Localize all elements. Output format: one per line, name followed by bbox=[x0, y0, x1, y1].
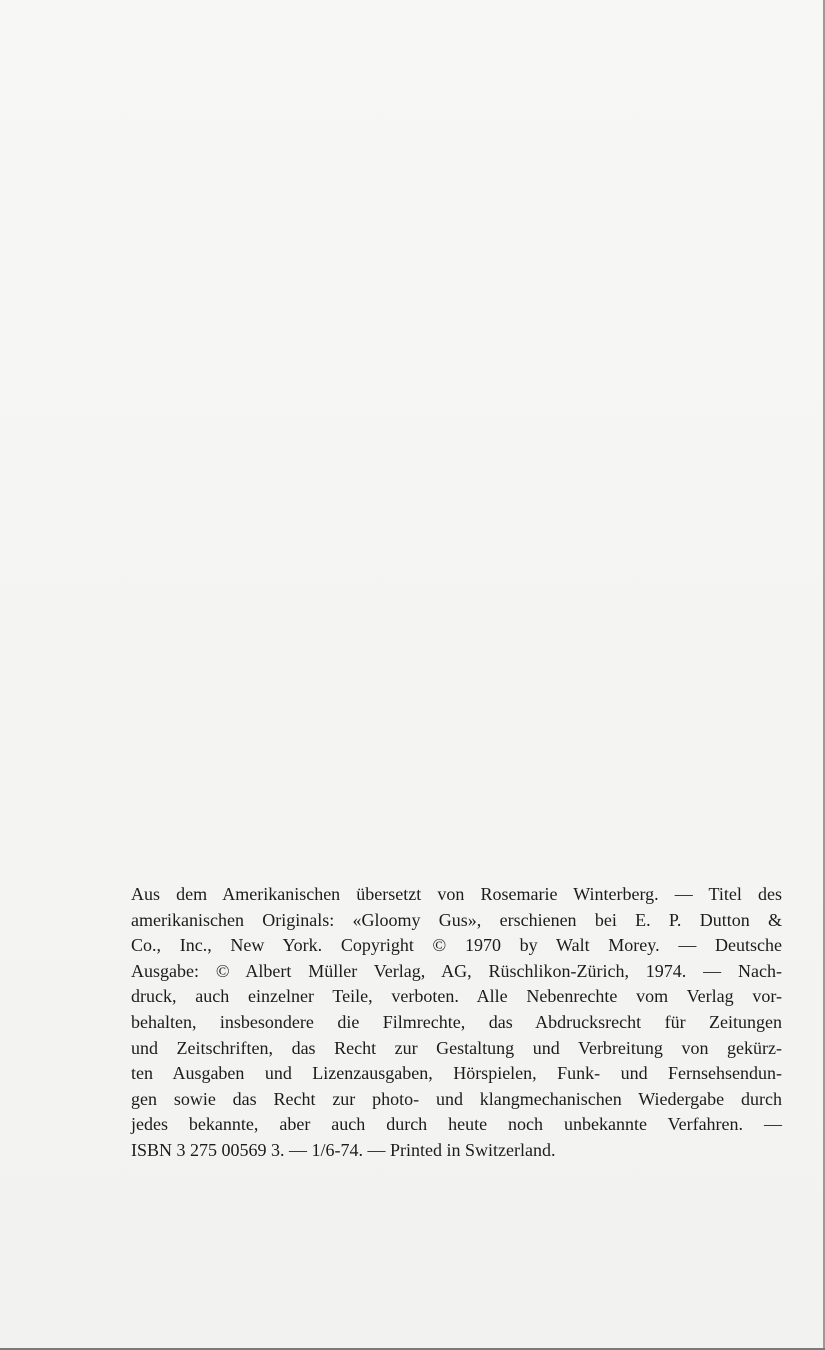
imprint-line: jedes bekannte, aber auch durch heute noch unbekannte Verfahren. — bbox=[131, 1114, 782, 1135]
imprint-line-isbn: ISBN 3 275 00569 3. — 1/6-74. — Printed in Switzerland. bbox=[131, 1139, 556, 1160]
imprint-line: Ausgabe: © Albert Müller Verlag, AG, Rüschlikon-Zürich, 1974. — Nach- bbox=[131, 960, 782, 981]
imprint-line: druck, auch einzelner Teile, verboten. Alle Nebenrechte vom Verlag vor- bbox=[131, 986, 782, 1007]
imprint-line: Aus dem Amerikanischen übersetzt von Rosemarie Winterberg. — Titel des bbox=[131, 884, 782, 904]
imprint-line: amerikanischen Originals: «Gloomy Gus», erschienen bei E. P. Dutton & bbox=[131, 909, 782, 930]
imprint-line: behalten, insbesondere die Filmrechte, das Abdrucksrecht für Zeitungen bbox=[131, 1011, 782, 1032]
imprint-line: Co., Inc., New York. Copyright © 1970 by Walt Morey. — Deutsche bbox=[131, 935, 782, 956]
imprint-line: und Zeitschriften, das Recht zur Gestaltung und Verbreitung von gekürz- bbox=[131, 1037, 782, 1058]
imprint-line: ten Ausgaben und Lizenzausgaben, Hörspielen, Funk- und Fernsehsendun- bbox=[131, 1063, 782, 1084]
copyright-imprint bbox=[131, 882, 782, 1164]
imprint-line: gen sowie das Recht zur photo- und klangmechanischen Wiedergabe durch bbox=[131, 1088, 782, 1109]
